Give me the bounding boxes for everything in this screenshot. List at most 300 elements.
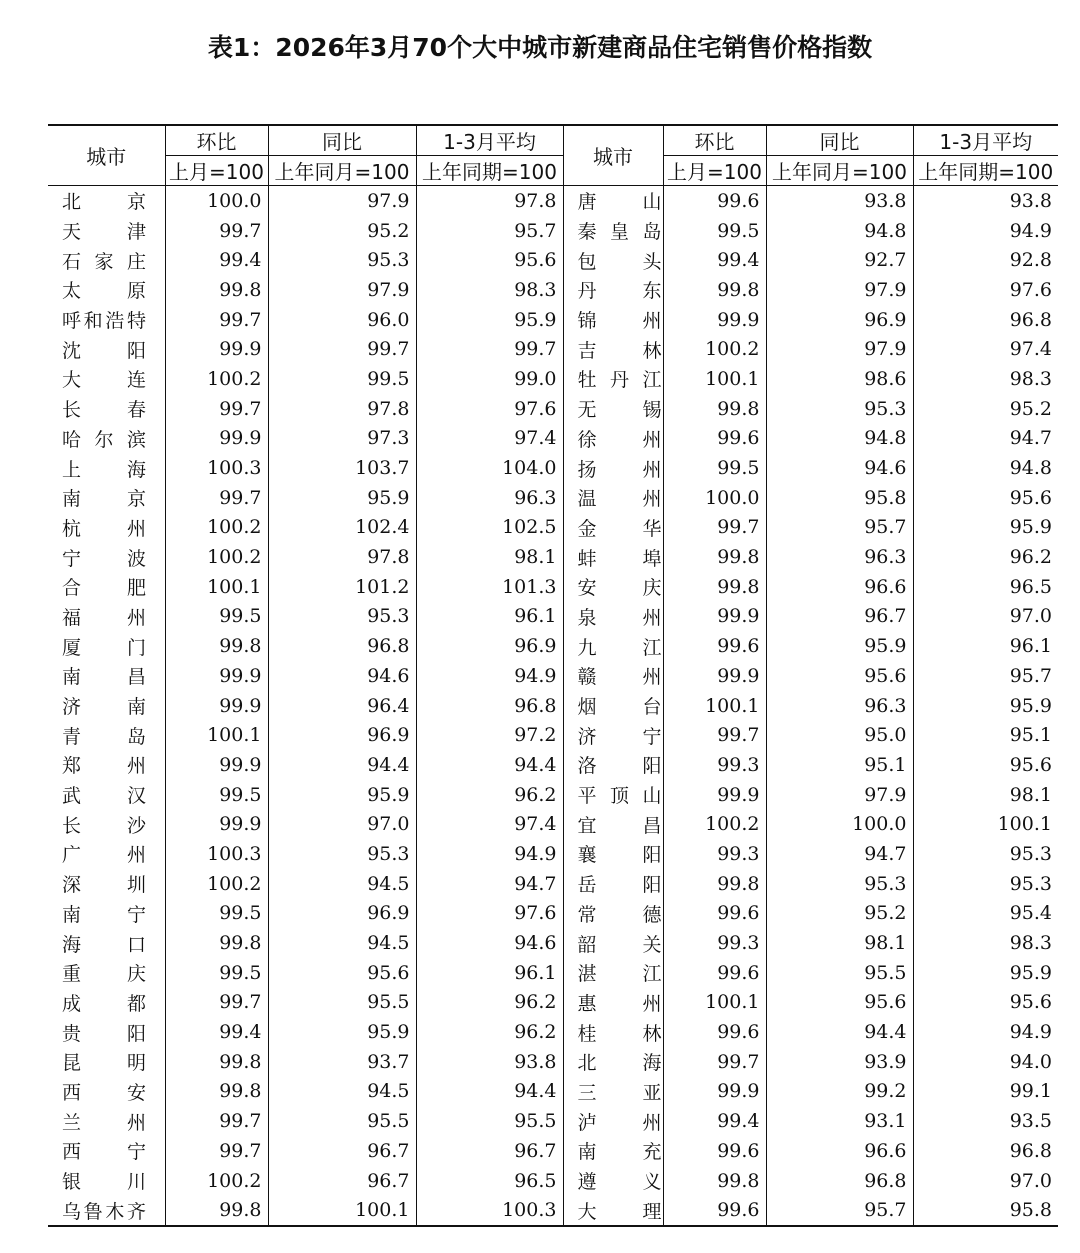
avg-value: 94.9 xyxy=(416,661,563,691)
city-name xyxy=(48,839,165,869)
avg-value: 95.3 xyxy=(913,869,1058,899)
mom-value: 99.7 xyxy=(165,988,268,1018)
mom-value: 100.1 xyxy=(165,572,268,602)
yoy-header: 同比 xyxy=(268,125,416,156)
city-label: 常德 xyxy=(577,903,662,926)
city-label: 武汉 xyxy=(62,785,146,808)
avg-value: 99.0 xyxy=(416,364,563,394)
mom-value: 100.0 xyxy=(663,483,766,513)
mom-value: 99.7 xyxy=(165,305,268,335)
mom-value: 100.3 xyxy=(165,453,268,483)
mom-header: 环比 xyxy=(165,125,268,156)
avg-value: 96.2 xyxy=(913,542,1058,572)
avg-value: 97.6 xyxy=(416,394,563,424)
avg-value: 97.6 xyxy=(913,275,1058,305)
mom-value: 99.7 xyxy=(165,216,268,246)
city-name xyxy=(48,216,165,246)
city-label: 深圳 xyxy=(62,874,146,897)
table-row xyxy=(48,275,1058,305)
avg-value: 100.3 xyxy=(416,1195,563,1226)
table-row xyxy=(48,869,1058,899)
avg-value: 94.4 xyxy=(416,750,563,780)
avg-value: 95.8 xyxy=(913,1195,1058,1226)
yoy-value: 95.2 xyxy=(766,899,913,929)
avg-value: 104.0 xyxy=(416,453,563,483)
table-row xyxy=(48,1136,1058,1166)
avg-base: 上年同期=100 xyxy=(416,156,563,186)
yoy-value: 96.0 xyxy=(268,305,416,335)
table-row xyxy=(48,334,1058,364)
table-row xyxy=(48,394,1058,424)
avg-value: 93.8 xyxy=(913,186,1058,216)
avg-value: 96.8 xyxy=(913,1136,1058,1166)
city-name xyxy=(48,899,165,929)
avg-value: 96.2 xyxy=(416,988,563,1018)
city-name xyxy=(48,245,165,275)
mom-value: 100.3 xyxy=(165,839,268,869)
avg-value: 94.7 xyxy=(913,424,1058,454)
mom-value: 99.7 xyxy=(165,1106,268,1136)
city-name xyxy=(563,364,663,394)
mom-value: 100.1 xyxy=(663,988,766,1018)
city-name xyxy=(563,513,663,543)
table-row xyxy=(48,483,1058,513)
city-name xyxy=(48,1047,165,1077)
city-name xyxy=(48,186,165,216)
mom-value: 100.1 xyxy=(663,691,766,721)
table-row xyxy=(48,542,1058,572)
mom-value: 99.9 xyxy=(165,661,268,691)
mom-value: 99.8 xyxy=(663,275,766,305)
avg-value: 96.2 xyxy=(416,1017,563,1047)
avg-value: 95.4 xyxy=(913,899,1058,929)
city-label: 济宁 xyxy=(577,725,662,748)
city-label: 北京 xyxy=(62,191,146,214)
mom-value: 99.4 xyxy=(165,1017,268,1047)
mom-value: 100.0 xyxy=(165,186,268,216)
yoy-value: 97.9 xyxy=(766,275,913,305)
yoy-value: 96.9 xyxy=(268,899,416,929)
city-label: 西宁 xyxy=(62,1141,146,1164)
avg-value: 97.0 xyxy=(913,1166,1058,1196)
price-index-table xyxy=(48,124,1058,1227)
mom-value: 100.1 xyxy=(165,720,268,750)
yoy-value: 102.4 xyxy=(268,513,416,543)
city-name xyxy=(563,1017,663,1047)
city-label: 惠州 xyxy=(577,992,662,1015)
avg-value: 99.7 xyxy=(416,334,563,364)
avg-value: 95.9 xyxy=(913,513,1058,543)
city-label: 上海 xyxy=(62,458,146,481)
city-name xyxy=(48,928,165,958)
table-row xyxy=(48,691,1058,721)
table-row xyxy=(48,958,1058,988)
avg-value: 93.8 xyxy=(416,1047,563,1077)
city-name xyxy=(563,216,663,246)
avg-value: 98.1 xyxy=(416,542,563,572)
avg-value: 96.7 xyxy=(416,1136,563,1166)
mom-value: 100.2 xyxy=(663,809,766,839)
table-row xyxy=(48,750,1058,780)
table-row xyxy=(48,720,1058,750)
avg-value: 94.4 xyxy=(416,1077,563,1107)
city-name xyxy=(48,958,165,988)
mom-value: 99.8 xyxy=(165,1077,268,1107)
city-header-right: 城市 xyxy=(563,125,663,186)
yoy-value: 94.7 xyxy=(766,839,913,869)
avg-value: 94.6 xyxy=(416,928,563,958)
city-name xyxy=(48,1136,165,1166)
table-row xyxy=(48,780,1058,810)
mom-value: 99.7 xyxy=(165,1136,268,1166)
avg-value: 97.0 xyxy=(913,602,1058,632)
city-label: 南京 xyxy=(62,488,146,511)
city-name xyxy=(48,691,165,721)
mom-value: 99.5 xyxy=(165,899,268,929)
city-label: 厦门 xyxy=(62,636,146,659)
yoy-value: 92.7 xyxy=(766,245,913,275)
yoy-value: 101.2 xyxy=(268,572,416,602)
yoy-value: 97.8 xyxy=(268,542,416,572)
yoy-value: 95.8 xyxy=(766,483,913,513)
avg-value: 97.4 xyxy=(416,809,563,839)
mom-value: 99.3 xyxy=(663,928,766,958)
mom-value: 99.6 xyxy=(663,1195,766,1226)
city-name xyxy=(48,661,165,691)
mom-value: 99.8 xyxy=(165,928,268,958)
mom-value: 99.6 xyxy=(663,1136,766,1166)
city-name xyxy=(48,305,165,335)
city-label: 桂林 xyxy=(577,1022,662,1045)
table-body xyxy=(48,186,1058,1227)
yoy-value: 97.9 xyxy=(766,780,913,810)
avg-value: 94.0 xyxy=(913,1047,1058,1077)
city-label: 三亚 xyxy=(577,1081,662,1104)
city-name xyxy=(48,364,165,394)
city-name xyxy=(563,483,663,513)
city-name xyxy=(563,453,663,483)
city-label: 襄阳 xyxy=(577,844,662,867)
city-label: 成都 xyxy=(62,992,146,1015)
avg-value: 94.9 xyxy=(416,839,563,869)
avg-value: 95.7 xyxy=(913,661,1058,691)
avg-value: 92.8 xyxy=(913,245,1058,275)
yoy-value: 96.4 xyxy=(268,691,416,721)
city-label: 九江 xyxy=(577,636,662,659)
avg-value: 93.5 xyxy=(913,1106,1058,1136)
city-name xyxy=(48,809,165,839)
mom-value: 99.6 xyxy=(663,186,766,216)
table-row xyxy=(48,424,1058,454)
city-name xyxy=(48,394,165,424)
mom-value: 99.8 xyxy=(663,542,766,572)
city-label: 乌鲁木齐 xyxy=(62,1200,146,1223)
city-name xyxy=(563,691,663,721)
table-row xyxy=(48,839,1058,869)
avg-value: 102.5 xyxy=(416,513,563,543)
city-label: 韶关 xyxy=(577,933,662,956)
city-label: 遵义 xyxy=(577,1171,662,1194)
mom-value: 99.5 xyxy=(165,780,268,810)
avg-value: 96.5 xyxy=(913,572,1058,602)
city-label: 宜昌 xyxy=(577,814,662,837)
city-label: 重庆 xyxy=(62,963,146,986)
yoy-value: 94.6 xyxy=(268,661,416,691)
avg-value: 100.1 xyxy=(913,809,1058,839)
mom-value: 99.7 xyxy=(663,720,766,750)
city-name xyxy=(563,928,663,958)
city-label: 大连 xyxy=(62,369,146,392)
city-name xyxy=(563,305,663,335)
city-name xyxy=(48,483,165,513)
city-label: 宁波 xyxy=(62,547,146,570)
yoy-value: 99.5 xyxy=(268,364,416,394)
yoy-value: 95.5 xyxy=(766,958,913,988)
city-label: 长沙 xyxy=(62,814,146,837)
city-label: 安庆 xyxy=(577,577,662,600)
mom-value: 100.2 xyxy=(663,334,766,364)
city-label: 海口 xyxy=(62,933,146,956)
avg-value: 96.9 xyxy=(416,631,563,661)
city-name xyxy=(563,275,663,305)
city-label: 南昌 xyxy=(62,666,146,689)
city-label: 洛阳 xyxy=(577,755,662,778)
yoy-value: 97.9 xyxy=(268,186,416,216)
yoy-value: 95.9 xyxy=(268,1017,416,1047)
table-row xyxy=(48,1195,1058,1226)
table-row xyxy=(48,988,1058,1018)
city-label: 赣州 xyxy=(577,666,662,689)
avg-value: 96.1 xyxy=(913,631,1058,661)
avg-value: 95.7 xyxy=(416,216,563,246)
table-row xyxy=(48,809,1058,839)
city-label: 扬州 xyxy=(577,458,662,481)
avg-value: 95.2 xyxy=(913,394,1058,424)
city-name xyxy=(48,869,165,899)
city-header: 城市 xyxy=(48,125,165,186)
mom-value: 100.2 xyxy=(165,869,268,899)
table-row xyxy=(48,928,1058,958)
table-row xyxy=(48,216,1058,246)
mom-value: 99.7 xyxy=(165,394,268,424)
yoy-value: 97.9 xyxy=(268,275,416,305)
table-row xyxy=(48,1077,1058,1107)
yoy-value: 95.1 xyxy=(766,750,913,780)
table-row xyxy=(48,364,1058,394)
mom-value: 99.8 xyxy=(165,1195,268,1226)
city-label: 岳阳 xyxy=(577,874,662,897)
city-label: 郑州 xyxy=(62,755,146,778)
yoy-value: 103.7 xyxy=(268,453,416,483)
city-label: 合肥 xyxy=(62,577,146,600)
mom-header-right: 环比 xyxy=(663,125,766,156)
city-name xyxy=(48,780,165,810)
mom-value: 99.9 xyxy=(663,602,766,632)
yoy-value: 95.6 xyxy=(268,958,416,988)
city-label: 太原 xyxy=(62,280,146,303)
city-name xyxy=(563,1047,663,1077)
avg-value: 98.3 xyxy=(913,928,1058,958)
avg-value: 99.1 xyxy=(913,1077,1058,1107)
city-name xyxy=(563,1166,663,1196)
city-label: 湛江 xyxy=(577,963,662,986)
mom-value: 100.2 xyxy=(165,542,268,572)
city-name xyxy=(563,899,663,929)
avg-value: 95.5 xyxy=(416,1106,563,1136)
mom-value: 99.8 xyxy=(663,572,766,602)
table-row xyxy=(48,661,1058,691)
table-row xyxy=(48,1106,1058,1136)
avg-base-right: 上年同期=100 xyxy=(913,156,1058,186)
mom-value: 99.8 xyxy=(663,394,766,424)
yoy-value: 95.3 xyxy=(766,394,913,424)
avg-value: 96.2 xyxy=(416,780,563,810)
yoy-value: 94.8 xyxy=(766,424,913,454)
mom-value: 99.5 xyxy=(165,958,268,988)
yoy-value: 94.8 xyxy=(766,216,913,246)
mom-value: 99.9 xyxy=(663,780,766,810)
city-name xyxy=(48,988,165,1018)
city-label: 无锡 xyxy=(577,399,662,422)
table-row xyxy=(48,572,1058,602)
yoy-value: 97.0 xyxy=(268,809,416,839)
city-label: 天津 xyxy=(62,221,146,244)
city-label: 吉林 xyxy=(577,339,662,362)
city-label: 平顶山 xyxy=(577,785,662,808)
avg-value: 94.9 xyxy=(913,1017,1058,1047)
mom-value: 99.8 xyxy=(663,1166,766,1196)
yoy-value: 94.5 xyxy=(268,869,416,899)
avg-value: 95.1 xyxy=(913,720,1058,750)
mom-value: 100.2 xyxy=(165,364,268,394)
yoy-value: 96.6 xyxy=(766,1136,913,1166)
yoy-value: 95.3 xyxy=(268,602,416,632)
table-row xyxy=(48,1017,1058,1047)
city-label: 锦州 xyxy=(577,310,662,333)
avg-value: 96.3 xyxy=(416,483,563,513)
mom-value: 100.1 xyxy=(663,364,766,394)
mom-value: 99.6 xyxy=(663,424,766,454)
city-name xyxy=(563,958,663,988)
yoy-value: 95.5 xyxy=(268,988,416,1018)
city-label: 长春 xyxy=(62,399,146,422)
mom-value: 99.7 xyxy=(663,513,766,543)
table-row xyxy=(48,186,1058,216)
city-label: 福州 xyxy=(62,606,146,629)
city-name xyxy=(563,869,663,899)
city-label: 泉州 xyxy=(577,606,662,629)
avg-value: 96.8 xyxy=(416,691,563,721)
mom-value: 100.2 xyxy=(165,513,268,543)
avg-value: 96.8 xyxy=(913,305,1058,335)
avg-value: 95.6 xyxy=(913,750,1058,780)
city-name xyxy=(563,631,663,661)
city-name xyxy=(563,245,663,275)
city-name xyxy=(48,572,165,602)
city-label: 南充 xyxy=(577,1141,662,1164)
city-label: 哈尔滨 xyxy=(62,428,146,451)
yoy-value: 99.2 xyxy=(766,1077,913,1107)
city-name xyxy=(563,1195,663,1226)
city-label: 秦皇岛 xyxy=(577,221,662,244)
city-label: 杭州 xyxy=(62,517,146,540)
city-name xyxy=(563,186,663,216)
city-label: 北海 xyxy=(577,1052,662,1075)
yoy-value: 96.7 xyxy=(766,602,913,632)
city-label: 济南 xyxy=(62,696,146,719)
city-name xyxy=(48,334,165,364)
yoy-value: 95.6 xyxy=(766,661,913,691)
city-label: 西安 xyxy=(62,1081,146,1104)
mom-value: 99.4 xyxy=(165,245,268,275)
city-label: 银川 xyxy=(62,1171,146,1194)
city-name xyxy=(563,720,663,750)
yoy-value: 97.8 xyxy=(268,394,416,424)
city-name xyxy=(48,602,165,632)
table-row xyxy=(48,1047,1058,1077)
yoy-value: 97.3 xyxy=(268,424,416,454)
city-name xyxy=(48,513,165,543)
yoy-value: 95.7 xyxy=(766,513,913,543)
mom-value: 99.6 xyxy=(663,958,766,988)
yoy-value: 96.7 xyxy=(268,1136,416,1166)
city-name xyxy=(48,453,165,483)
avg-value: 97.4 xyxy=(416,424,563,454)
yoy-value: 96.9 xyxy=(766,305,913,335)
mom-value: 99.7 xyxy=(663,1047,766,1077)
avg-value: 94.9 xyxy=(913,216,1058,246)
yoy-value: 96.7 xyxy=(268,1166,416,1196)
city-label: 沈阳 xyxy=(62,339,146,362)
yoy-value: 94.5 xyxy=(268,1077,416,1107)
mom-value: 99.5 xyxy=(165,602,268,632)
yoy-value: 93.8 xyxy=(766,186,913,216)
yoy-value: 96.8 xyxy=(766,1166,913,1196)
mom-value: 99.9 xyxy=(165,334,268,364)
yoy-value: 95.3 xyxy=(268,839,416,869)
yoy-value: 94.6 xyxy=(766,453,913,483)
yoy-value: 95.3 xyxy=(766,869,913,899)
avg-value: 95.9 xyxy=(913,691,1058,721)
mom-value: 99.9 xyxy=(663,661,766,691)
yoy-value: 94.4 xyxy=(766,1017,913,1047)
avg-value: 95.6 xyxy=(913,483,1058,513)
table-row xyxy=(48,305,1058,335)
mom-value: 99.8 xyxy=(663,869,766,899)
city-label: 徐州 xyxy=(577,428,662,451)
city-name xyxy=(563,1106,663,1136)
city-label: 金华 xyxy=(577,517,662,540)
yoy-header-right: 同比 xyxy=(766,125,913,156)
table-row xyxy=(48,899,1058,929)
city-name xyxy=(563,750,663,780)
mom-value: 99.9 xyxy=(165,424,268,454)
city-name xyxy=(48,631,165,661)
page-title: 表1：2026年3月70个大中城市新建商品住宅销售价格指数 xyxy=(207,33,873,62)
city-label: 唐山 xyxy=(577,191,662,214)
city-label: 烟台 xyxy=(577,696,662,719)
table-row xyxy=(48,631,1058,661)
yoy-value: 95.2 xyxy=(268,216,416,246)
mom-value: 99.9 xyxy=(663,1077,766,1107)
avg-header-right: 1-3月平均 xyxy=(913,125,1058,156)
avg-value: 95.6 xyxy=(913,988,1058,1018)
table-row xyxy=(48,453,1058,483)
avg-value: 94.7 xyxy=(416,869,563,899)
yoy-base: 上年同月=100 xyxy=(268,156,416,186)
city-label: 兰州 xyxy=(62,1111,146,1134)
city-name xyxy=(563,424,663,454)
